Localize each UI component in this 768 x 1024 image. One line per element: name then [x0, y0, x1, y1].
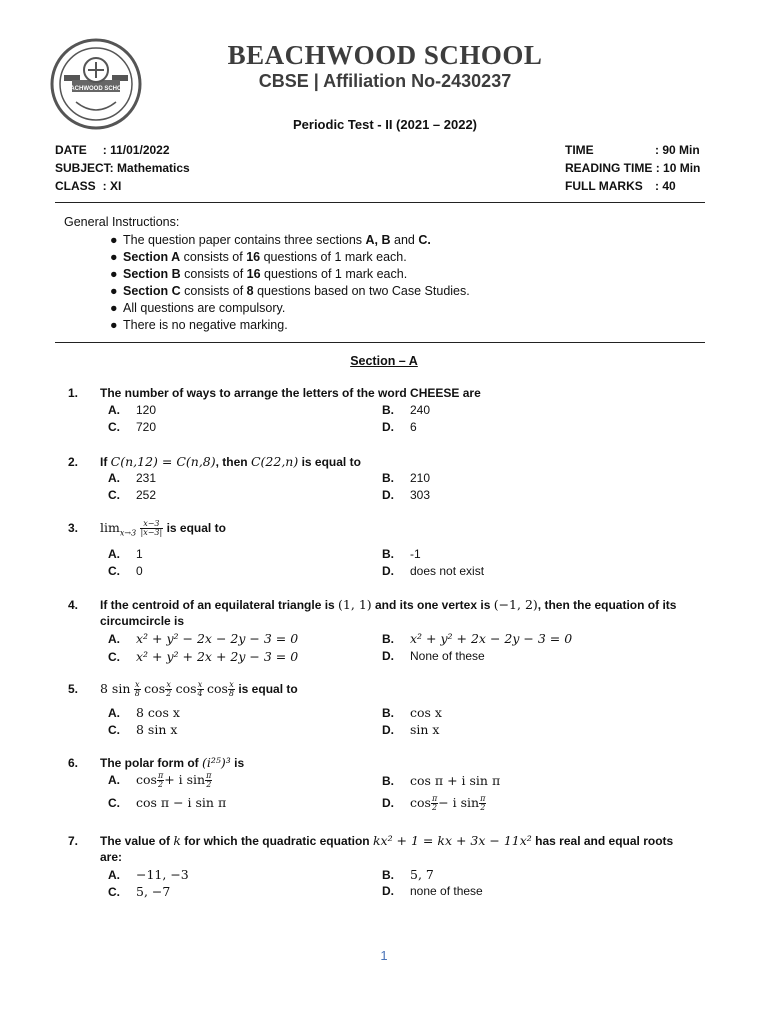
q2-option-d: D. 303 — [382, 488, 431, 502]
reading-label: READING TIME — [565, 161, 653, 175]
q3-option-d: D. does not exist — [382, 564, 485, 578]
q4-option-a: A. x² + y² − 2x − 2y − 3 = 0 — [108, 631, 299, 646]
class-value: : XI — [102, 179, 122, 193]
question-3: 3. $\lim_{x\to 3}$ $\frac{x-3}{|x-3|}$ is equal to — [67, 519, 226, 538]
question-7-line-2: are: — [100, 850, 123, 864]
question-1: 1. The number of ways to arrange the letters of the word CHEESE are — [67, 386, 481, 400]
q1-option-c: C. 720 — [108, 420, 157, 434]
instruction-3: ● Section B consists of 16 questions of 1 mark each. — [110, 267, 408, 281]
q3-option-c: C. 0 — [108, 564, 143, 578]
question-6: 6. The polar form of (i²⁵)³ is — [67, 755, 245, 770]
bullet-icon: ● — [110, 267, 118, 281]
instruction-5: ● All questions are compulsory. — [110, 301, 286, 315]
q5-option-d: D. sin x — [382, 722, 440, 737]
full-marks-row — [565, 179, 676, 193]
question-2: 2. If C(n,12) = C(n,8), then C(22,n) is equal to — [67, 454, 361, 469]
reading-time-row — [565, 161, 700, 175]
bullet-icon: ● — [110, 284, 118, 298]
bullet-icon: ● — [110, 301, 118, 315]
q1-option-d: D. 6 — [382, 420, 417, 434]
reading-value: : 10 Min — [655, 161, 701, 175]
question-7: 7. The value of k for which the quadratic equation kx² + 1 = kx + 3x − 11x² has real and equal roots — [67, 833, 674, 848]
instruction-4: ● Section C consists of 8 questions based on two Case Studies. — [110, 284, 470, 298]
divider-top — [55, 202, 705, 203]
instruction-2: ● Section A consists of 16 questions of 1 mark each. — [110, 250, 407, 264]
time-row — [565, 143, 700, 157]
q5-option-c: C. 8 sin x — [108, 722, 178, 737]
class-row — [55, 179, 121, 193]
q1-option-b: B. 240 — [382, 403, 431, 417]
q3-option-b: B. -1 — [382, 547, 421, 561]
time-value: : 90 Min — [655, 143, 700, 157]
q4-option-d: D. None of these — [382, 649, 485, 663]
q5-option-b: B. cos x — [382, 705, 442, 720]
question-5: 5. 8 sin $\frac{x}{8}$ cos $\frac{x}{2}$ cos $\frac{x}{4}$ cos $\frac{x}{8}$ is equal to — [67, 680, 298, 699]
class-label: CLASS — [55, 179, 96, 193]
q4-option-b: B. x² + y² + 2x − 2y − 3 = 0 — [382, 631, 573, 646]
q2-option-a: A. 231 — [108, 471, 157, 485]
q5-option-a: A. 8 cos x — [108, 705, 180, 720]
section-title: Section – A — [350, 354, 418, 368]
marks-value: : 40 — [655, 179, 676, 193]
q2-option-b: B. 210 — [382, 471, 431, 485]
q1-option-a: A. 120 — [108, 403, 157, 417]
marks-label: FULL MARKS — [565, 179, 643, 193]
date-label: DATE — [55, 143, 87, 157]
q6-option-b: B. cos π + i sin π — [382, 773, 501, 788]
bullet-icon: ● — [110, 318, 118, 332]
q7-option-b: B. 5, 7 — [382, 867, 434, 882]
date-row — [55, 143, 170, 157]
bullet-icon: ● — [110, 250, 118, 264]
page-number: 1 — [380, 948, 388, 963]
instruction-1: ● The question paper contains three sections A, B and C. — [110, 233, 431, 247]
bullet-icon: ● — [110, 233, 118, 247]
time-label: TIME — [565, 143, 594, 157]
logo-text: BEACHWOOD SCHOOL — [62, 86, 130, 92]
subject-row — [55, 161, 190, 175]
affiliation: CBSE | Affiliation No-2430237 — [258, 71, 512, 91]
q6-option-c: C. cos π − i sin π — [108, 795, 227, 810]
subject-value: Mathematics — [117, 161, 190, 175]
q7-option-c: C. 5, −7 — [108, 884, 171, 899]
school-name: BEACHWOOD SCHOOL — [227, 40, 543, 70]
exam-title: Periodic Test - II (2021 – 2022) — [292, 117, 477, 132]
q3-option-a: A. 1 — [108, 547, 143, 561]
q4-option-c: C. x² + y² + 2x + 2y − 3 = 0 — [108, 649, 299, 664]
subject-label: SUBJECT: — [55, 161, 114, 175]
divider-instructions — [55, 342, 705, 343]
instruction-6: ● There is no negative marking. — [110, 318, 288, 332]
q6-option-a: A. cos $\frac{\pi}{2}$ + i sin $\frac{\pi}{2}$ — [108, 771, 212, 790]
q7-option-d: D. none of these — [382, 884, 483, 898]
question-4-line-2: circumcircle is — [100, 614, 185, 628]
date-value: : 11/01/2022 — [102, 143, 170, 157]
q2-option-c: C. 252 — [108, 488, 157, 502]
school-logo — [50, 38, 142, 130]
question-4: 4. If the centroid of an equilateral triangle is (1, 1) and its one vertex is (−1, 2), then the equation of its — [67, 597, 677, 612]
q6-option-d: D. cos $\frac{\pi}{2}$ − i sin $\frac{\pi}{2}$ — [382, 794, 486, 813]
instructions-heading: General Instructions: — [64, 215, 180, 229]
q7-option-a: A. −11, −3 — [108, 867, 189, 882]
